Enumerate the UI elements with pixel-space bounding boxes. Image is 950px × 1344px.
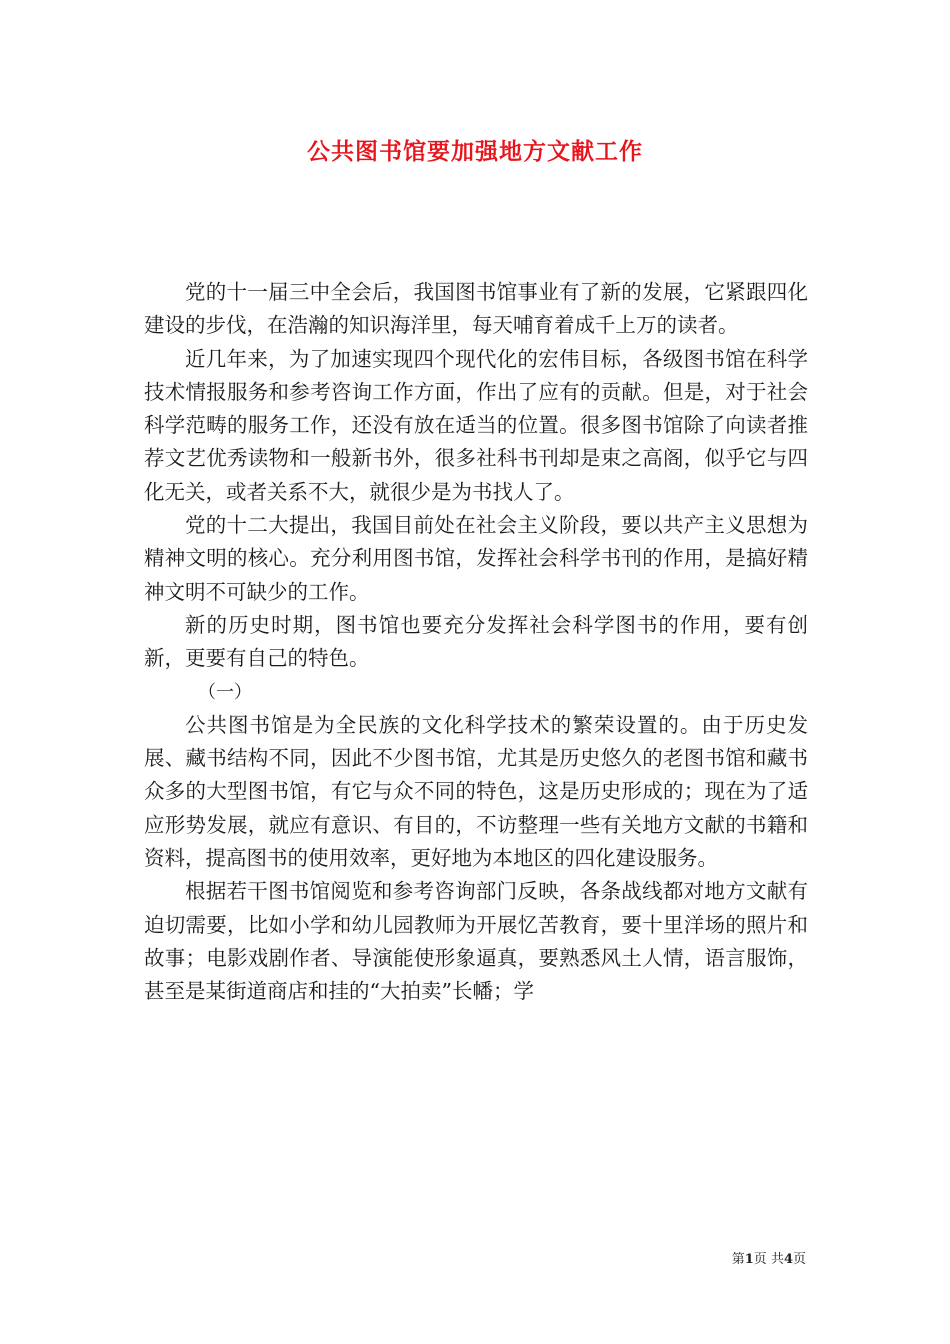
- page-footer: [732, 1248, 806, 1267]
- current-page-number: 1: [744, 1252, 754, 1267]
- document-body: [144, 276, 808, 1009]
- page-title: 公共图书馆要加强地方文献工作: [307, 138, 643, 165]
- paragraph: 新的历史时期，图书馆也要充分发挥社会科学图书的作用，要有创新，更要有自己的特色。: [144, 612, 808, 671]
- paragraph: 根据若干图书馆阅览和参考咨询部门反映，各条战线都对地方文献有迫切需要，比如小学和幼儿园教师为开展忆苦教育，要十里洋场的照片和故事；电影戏剧作者、导演能使形象逼真，要熟悉风土人情，语言服饰，甚至是某街道商店和挂的“大拍卖”长幡；学: [144, 879, 808, 1004]
- paragraph: 公共图书馆是为全民族的文化科学技术的繁荣设置的。由于历史发展、藏书结构不同，因此不少图书馆，尤其是历史悠久的老图书馆和藏书众多的大型图书馆，有它与众不同的特色，这是历史形成的；现在为了适应形势发展，就应有意识、有目的，不访整理一些有关地方文献的书籍和资料，提高图书的使用效率，更好地为本地区的四化建设服务。: [144, 712, 808, 871]
- total-pages-number: 4: [783, 1252, 793, 1267]
- footer-prefix: 第: [731, 1252, 745, 1267]
- paragraph: 近几年来，为了加速实现四个现代化的宏伟目标，各级图书馆在科学技术情报服务和参考咨询工作方面，作出了应有的贡献。但是，对于社会科学范畴的服务工作，还没有放在适当的位置。很多图书馆除了向读者推荐文艺优秀读物和一般新书外，很多社科书刊却是束之高阁，似乎它与四化无关，或者关系不大，就很少是为书找人了。: [144, 346, 808, 504]
- footer-suffix: 页: [792, 1252, 806, 1267]
- paragraph: 党的十二大提出，我国目前处在社会主义阶段，要以共产主义思想为精神文明的核心。充分利用图书馆，发挥社会科学书刊的作用，是搞好精神文明不可缺少的工作。: [144, 513, 808, 604]
- section-marker: （一）: [198, 681, 252, 703]
- footer-middle: 页 共: [753, 1252, 784, 1267]
- paragraph: 党的十一届三中全会后，我国图书馆事业有了新的发展，它紧跟四化建设的步伐，在浩瀚的知识海洋里，每天哺育着成千上万的读者。: [144, 280, 808, 338]
